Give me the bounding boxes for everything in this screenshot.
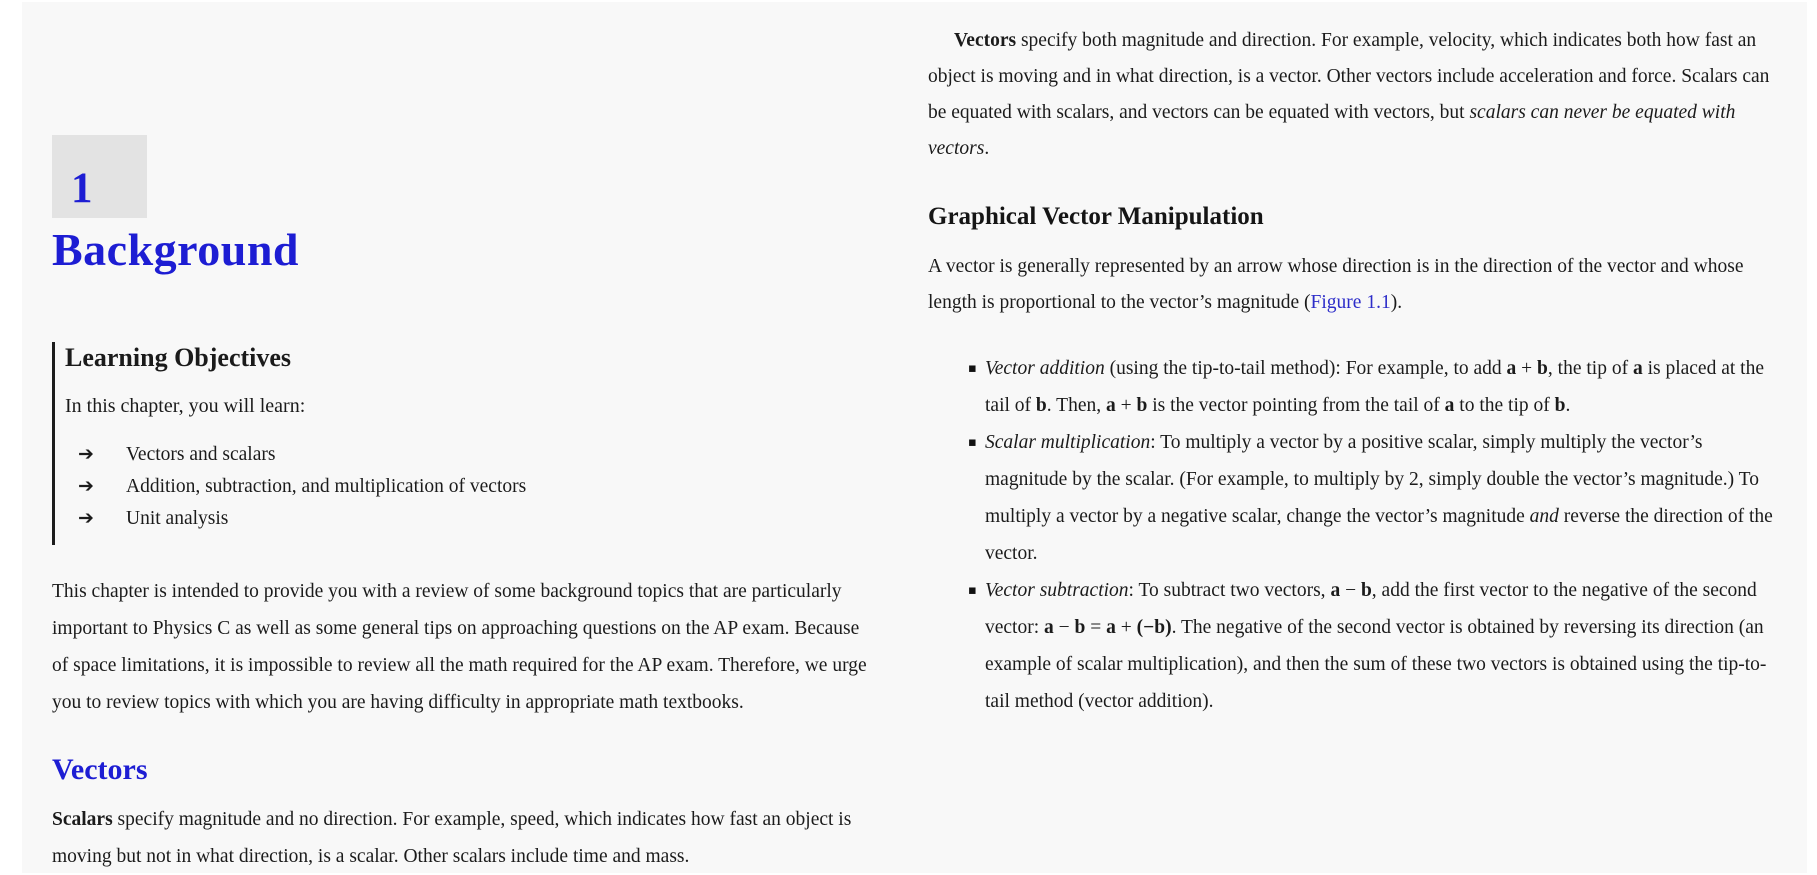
text-run: to the tip of	[1454, 394, 1555, 416]
text-run: Vectors	[954, 30, 1017, 51]
text-run: (using the tip-to-tail method): For example, to add	[1104, 357, 1507, 379]
text-run: Scalars	[52, 809, 113, 831]
text-run: a	[1506, 357, 1517, 379]
text-run: =	[1085, 616, 1107, 638]
objective-item	[65, 508, 875, 529]
text-run: a	[1044, 616, 1054, 638]
text-run: b	[1360, 579, 1372, 601]
text-run: ).	[1390, 291, 1403, 313]
text-run: Vector subtraction	[985, 579, 1129, 601]
text-run: b	[1074, 616, 1086, 638]
text-run: b	[1136, 394, 1148, 416]
learning-objectives-panel	[52, 342, 875, 546]
text-run: specify both magnitude and direction. For example, velocity, which indicates both how fast an object is moving and in what direction, is a vector. Other vectors include acceleration and force. Scalars can be equated with scalars, and vectors can be equated with vectors, but	[928, 30, 1770, 123]
text-run: . Then,	[1046, 394, 1106, 416]
text-run: A vector is generally represented by an arrow whose direction is in the direction of the vector and whose length is proportional to the vector’s magnitude (	[928, 255, 1744, 313]
text-run: and	[1529, 505, 1559, 527]
objective-label: Unit analysis	[126, 508, 229, 530]
graphical-intro-paragraph	[928, 249, 1785, 321]
text-run: is placed at the tail of	[985, 357, 1764, 416]
text-run: +	[1115, 394, 1137, 416]
text-run: a	[1632, 357, 1643, 379]
figure-1-1-link[interactable]: Figure 1.1	[1310, 291, 1391, 313]
bullet-text	[985, 432, 1773, 564]
text-run: −	[1340, 579, 1361, 601]
text-run: .	[984, 138, 990, 159]
text-run: , add the first vector to the negative of the second vector:	[985, 579, 1757, 638]
text-run: . The negative of the second vector is obtained by reversing its direction (an example of scalar multiplication), and then the sum of these two vectors is obtained using the tip-to-tail method (vector addition).	[985, 616, 1767, 712]
text-run: (−b)	[1136, 616, 1172, 638]
arrow-right-icon: ➔	[78, 475, 94, 498]
text-run: a	[1444, 394, 1455, 416]
list-item-vector-subtraction	[928, 572, 1785, 720]
text-run: b	[1554, 394, 1566, 416]
objective-item	[65, 476, 875, 497]
chapter-number-box	[52, 135, 147, 218]
bullet-text	[985, 580, 1766, 712]
left-column	[52, 2, 875, 875]
list-item-scalar-multiplication	[928, 424, 1785, 572]
text-run: b	[1035, 394, 1047, 416]
text-run: −	[1053, 616, 1075, 638]
text-run: .	[1565, 394, 1571, 416]
text-run: Vector addition	[985, 357, 1105, 379]
chapter-title: Background	[52, 224, 300, 275]
chapter-intro-paragraph: This chapter is intended to provide you with a review of some background topics that are particularly important to Physics C as well as some general tips on approaching questions on the AP exam. Because of space limitations, it is impossible to review all the math required for the AP exam. Therefore, we urge you to review topics with which you are having difficulty in appropriate math textbooks.	[52, 581, 867, 714]
objective-label: Addition, subtraction, and multiplication of vectors	[126, 476, 527, 498]
square-bullet-icon: ▪	[968, 434, 977, 450]
book-page	[22, 2, 1807, 873]
arrow-right-icon: ➔	[78, 443, 94, 466]
right-column	[928, 2, 1785, 720]
objective-label: Vectors and scalars	[126, 444, 276, 466]
arrow-right-icon: ➔	[78, 507, 94, 530]
text-run: reverse the direction of the vector.	[985, 505, 1773, 564]
objective-item	[65, 444, 875, 465]
text-run: Scalar multiplication	[985, 431, 1151, 453]
text-run: is the vector pointing from the tail of	[1147, 394, 1445, 416]
text-run: +	[1516, 357, 1538, 379]
text-run: +	[1115, 616, 1137, 638]
text-run: scalars can never be equated with vectors	[928, 102, 1736, 159]
objectives-list	[65, 444, 875, 529]
text-run: : To subtract two vectors,	[1128, 579, 1331, 601]
text-run: a	[1106, 616, 1116, 638]
square-bullet-icon: ▪	[968, 582, 977, 598]
scalars-paragraph	[52, 801, 875, 875]
text-run: a	[1330, 579, 1341, 601]
learning-objectives-heading: Learning Objectives	[65, 342, 292, 372]
vectors-section-heading: Vectors	[52, 753, 148, 787]
square-bullet-icon: ▪	[968, 360, 977, 376]
learning-objectives-intro: In this chapter, you will learn:	[65, 395, 306, 418]
text-run: a	[1105, 394, 1116, 416]
text-run: , the tip of	[1547, 357, 1633, 379]
vectors-paragraph	[928, 23, 1785, 167]
bullet-text	[985, 358, 1764, 416]
list-item-vector-addition	[928, 350, 1785, 424]
vector-operations-list	[928, 350, 1785, 720]
text-run: specify magnitude and no direction. For example, speed, which indicates how fast an object is moving but not in what direction, is a scalar. Other scalars include time and mass.	[52, 809, 852, 868]
text-run: : To multiply a vector by a positive scalar, simply multiply the vector’s magnitude by the scalar. (For example, to multiply by 2, simply double the vector’s magnitude.) To multiply a vector by a negative scalar, change the vector’s magnitude	[985, 431, 1759, 527]
graphical-manipulation-heading: Graphical Vector Manipulation	[928, 203, 1264, 230]
text-run: b	[1537, 357, 1548, 379]
chapter-number: 1	[71, 165, 93, 212]
